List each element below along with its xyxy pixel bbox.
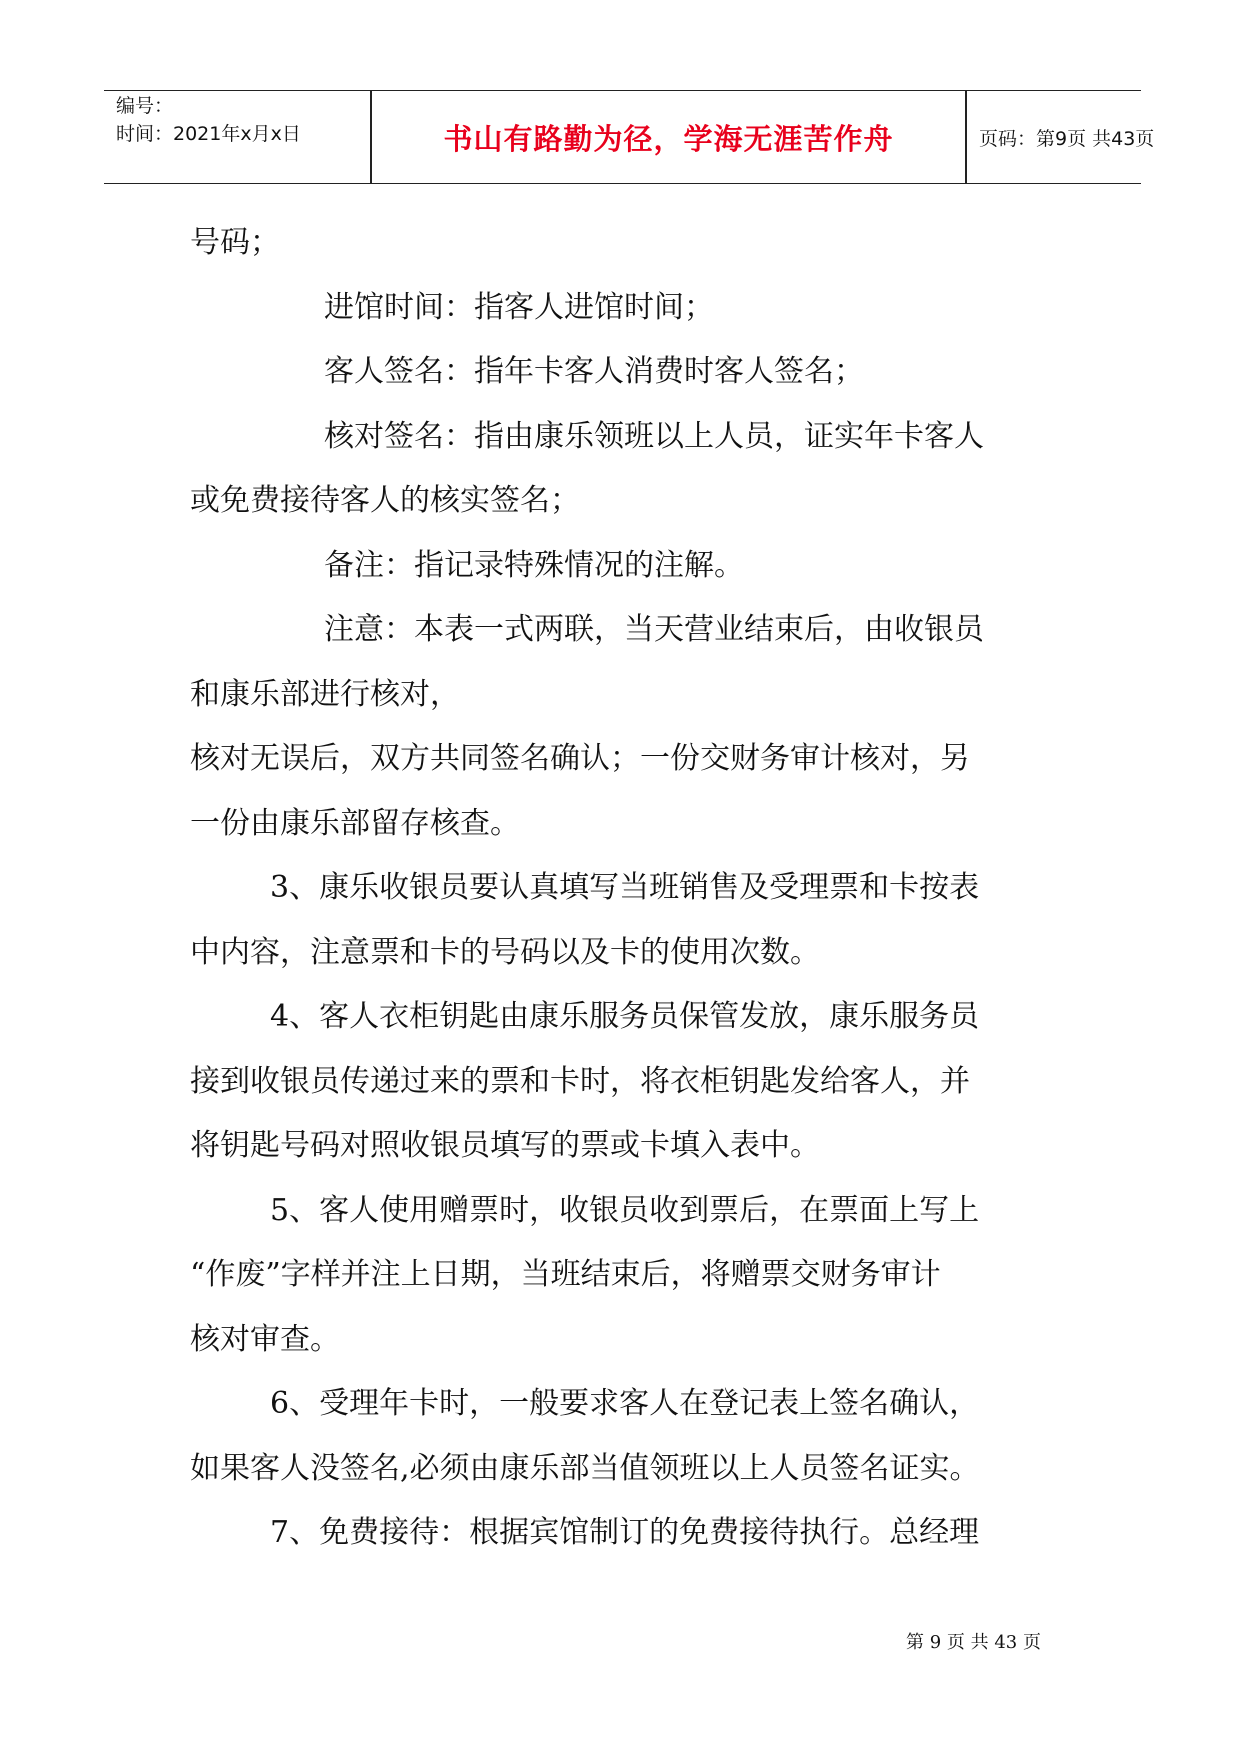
serial-label: 编号： [116,95,174,117]
paragraph-line: “作废”字样并注上日期，当班结束后，将赠票交财务审计 [190,1257,941,1292]
page-header [104,90,1155,184]
paragraph-line: 3、康乐收银员要认真填写当班销售及受理票和卡按表 [270,870,980,905]
paragraph-line: 备注：指记录特殊情况的注解。 [324,547,744,583]
paragraph-line: 7、免费接待：根据宾馆制订的免费接待执行。总经理 [270,1515,980,1550]
header-meta [104,91,370,183]
paragraph-line: 5、客人使用赠票时，收银员收到票后，在票面上写上 [270,1192,980,1228]
paragraph-line: 将钥匙号码对照收银员填写的票或卡填入表中。 [190,1128,820,1163]
page-footer: 第 9 页 共 43 页 [906,1632,1041,1653]
paragraph-line: 或免费接待客人的核实签名； [190,483,580,518]
paragraph-line: 核对无误后，双方共同签名确认；一份交财务审计核对，另 [190,741,970,776]
paragraph-line: 注意：本表一式两联，当天营业结束后，由收银员 [324,612,984,647]
paragraph-line: 6、受理年卡时，一般要求客人在登记表上签名确认， [270,1386,980,1421]
time-label: 时间：2021年x月x日 [116,123,301,145]
paragraph-line: 核对签名：指由康乐领班以上人员，证实年卡客人 [324,418,984,454]
paragraph-line: 核对审查。 [190,1321,340,1357]
paragraph-line: 客人签名：指年卡客人消费时客人签名； [324,354,864,389]
paragraph-line: 进馆时间：指客人进馆时间； [324,289,714,325]
paragraph-line: 如果客人没签名,必须由康乐部当值领班以上人员签名证实。 [190,1450,980,1486]
paragraph-line: 和康乐部进行核对， [190,676,460,712]
header-page-label: 页码：第9页 共43页 [979,127,1155,150]
document-body [190,211,1070,1566]
paragraph-line: 一份由康乐部留存核查。 [190,805,520,841]
paragraph-line: 接到收银员传递过来的票和卡时，将衣柜钥匙发给客人，并 [190,1063,970,1099]
paragraph-line: 中内容，注意票和卡的号码以及卡的使用次数。 [190,934,820,970]
paragraph-line: 号码； [190,225,280,260]
header-motto: 书山有路勤为径，学海无涯苦作舟 [443,121,894,156]
paragraph-line: 4、客人衣柜钥匙由康乐服务员保管发放，康乐服务员 [270,999,980,1034]
